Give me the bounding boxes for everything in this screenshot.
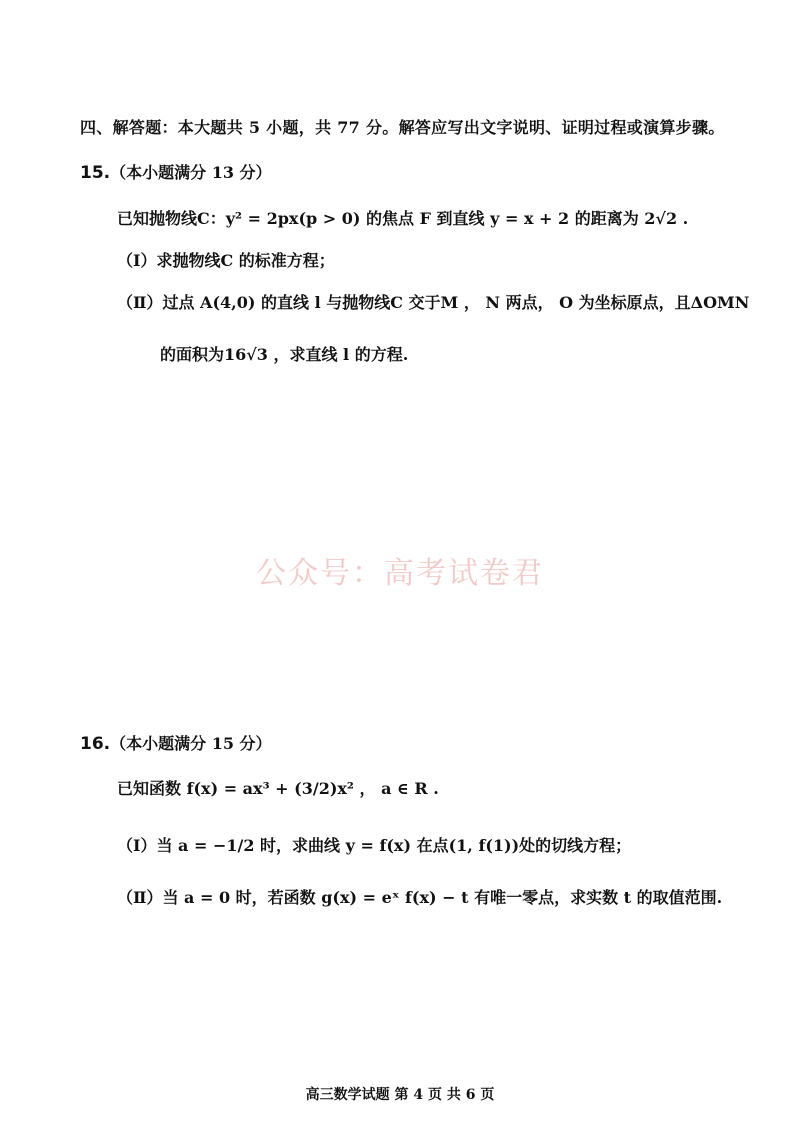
section-heading: 四、解答题：本大题共 5 小题，共 77 分。解答应写出文字说明、证明过程或演算步骤。 [80, 118, 725, 137]
question-15-part2-line1: （Ⅱ）过点 A(4,0) 的直线 l 与抛物线C 交于M ， N 两点， O 为坐标原点，且ΔOMN [117, 293, 750, 312]
question-15-stem: 已知抛物线C：y² = 2px(p > 0) 的焦点 F 到直线 y = x + 2 的距离为 2√2 . [117, 209, 689, 228]
question-15-part1: （Ⅰ）求抛物线C 的标准方程； [117, 251, 335, 270]
question-16-points: （本小题满分 15 分） [110, 734, 272, 753]
question-16-stem: 已知函数 f(x) = ax³ + (3/2)x² ， a ∈ R . [117, 779, 439, 798]
question-15-number: 15. [80, 163, 111, 183]
question-16-number: 16. [80, 734, 111, 754]
question-16-part2: （Ⅱ）当 a = 0 时，若函数 g(x) = eˣ f(x) − t 有唯一零点，求实数 t 的取值范围. [117, 888, 723, 907]
question-15-header [80, 160, 272, 183]
page-footer: 高三数学试题 第 4 页 共 6 页 [305, 1087, 495, 1103]
question-16-header [80, 731, 272, 754]
question-15-part2-line2: 的面积为16√3 ，求直线 l 的方程. [160, 345, 409, 364]
question-16-part1: （Ⅰ）当 a = −1/2 时，求曲线 y = f(x) 在点(1, f(1))处的切线方程； [117, 836, 632, 855]
watermark: 公众号：高考试卷君 [256, 556, 544, 591]
question-15-points: （本小题满分 13 分） [110, 163, 272, 182]
